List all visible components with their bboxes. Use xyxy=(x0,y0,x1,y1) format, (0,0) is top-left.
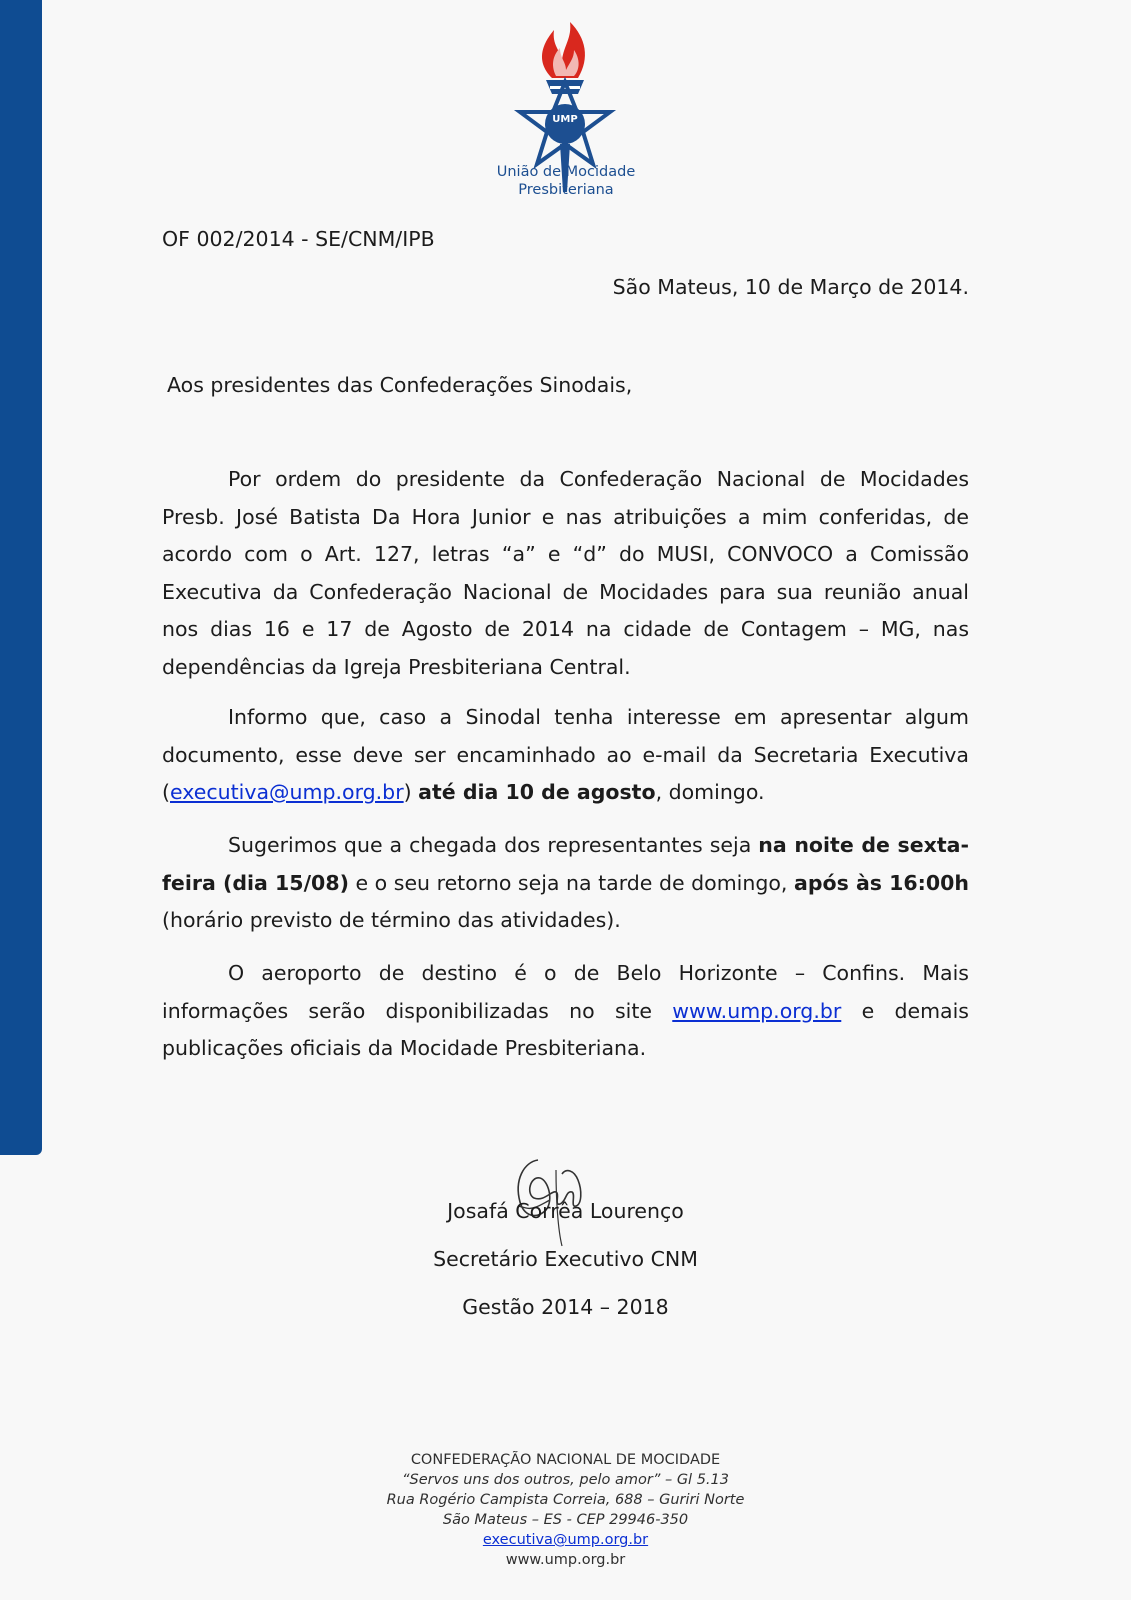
paragraph-2: Informo que, caso a Sinodal tenha interesse em apresentar algum documento, esse deve ser encaminhado ao e-mail da Secretaria Executiva (executiva@ump.org.br) até dia 10 de agosto, domingo. xyxy=(162,705,969,804)
paragraph-1: Por ordem do presidente da Confederação Nacional de Mocidades Presb. José Batista Da Hora Junior e nas atribuições a mim conferidas, de acordo com o Art. 127, letras “a” e “d” do MUSI, CONVOCO a Comissão Executiva da Confederação Nacional de Mocidades para sua reunião anual nos dias 16 e 17 de Agosto de 2014 na cidade de Contagem – MG, nas dependências da Igreja Presbiteriana Central. xyxy=(162,467,969,679)
letter-footer xyxy=(0,1450,1131,1570)
paragraph-4: O aeroporto de destino é o de Belo Horizonte – Confins. Mais informações serão disponibilizadas no site www.ump.org.br e demais publicações oficiais da Mocidade Presbiteriana. xyxy=(162,961,969,1060)
side-accent-bar xyxy=(0,0,42,1155)
signatory-term: Gestão 2014 – 2018 xyxy=(462,1295,669,1319)
footer-address: Rua Rogério Campista Correia, 688 – Guriri Norte xyxy=(386,1492,745,1508)
logo-org-name xyxy=(468,163,664,199)
signatory-title: Secretário Executivo CNM xyxy=(433,1247,698,1271)
footer-motto: “Servos uns dos outros, pelo amor” – Gl 5.13 xyxy=(402,1472,729,1488)
footer-email-link[interactable]: executiva@ump.org.br xyxy=(482,1532,649,1548)
svg-text:UMP: UMP xyxy=(552,114,578,125)
letter-date: São Mateus, 10 de Março de 2014. xyxy=(612,275,969,299)
letter-salutation: Aos presidentes das Confederações Sinodais, xyxy=(167,373,633,397)
ump-monogram xyxy=(549,110,581,126)
org-name-line1: União de Mocidade xyxy=(496,164,636,180)
signatory-name: Josafá Corrêa Lourenço xyxy=(447,1199,684,1223)
letter-reference: OF 002/2014 - SE/CNM/IPB xyxy=(162,227,435,251)
footer-site: www.ump.org.br xyxy=(505,1552,626,1568)
footer-org: CONFEDERAÇÃO NACIONAL DE MOCIDADE xyxy=(410,1452,721,1468)
footer-city: São Mateus – ES - CEP 29946-350 xyxy=(442,1512,689,1528)
email-link[interactable]: executiva@ump.org.br xyxy=(170,780,404,804)
org-name-line2: Presbiteriana xyxy=(518,182,614,198)
paragraph-3: Sugerimos que a chegada dos representantes seja na noite de sexta-feira (dia 15/08) e o seu retorno seja na tarde de domingo, após às 16:00h (horário previsto de término das atividades). xyxy=(162,833,970,932)
website-link[interactable]: www.ump.org.br xyxy=(672,998,842,1023)
